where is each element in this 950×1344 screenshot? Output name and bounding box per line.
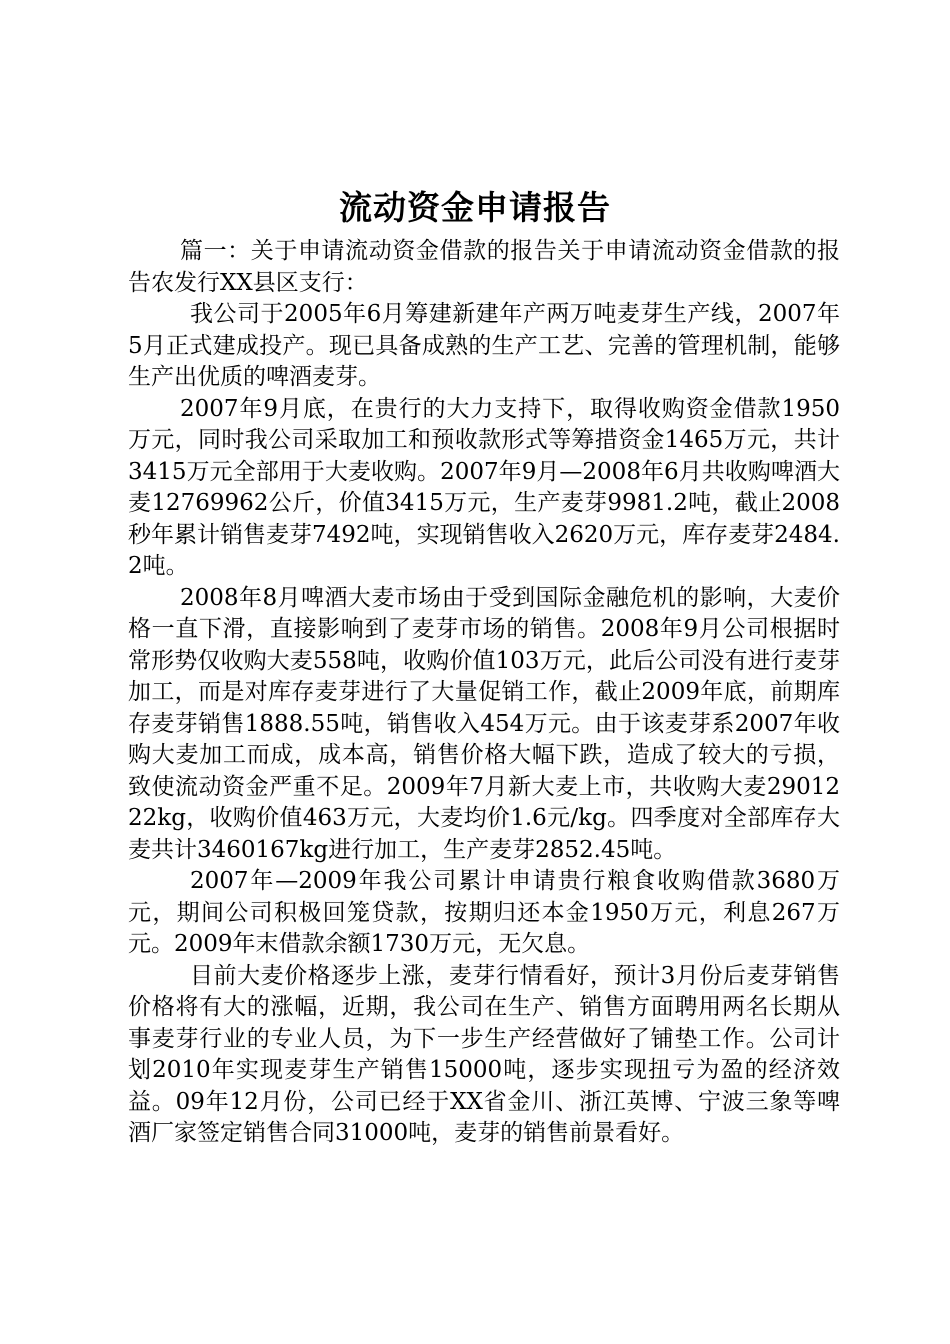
paragraph-intro: 篇一：关于申请流动资金借款的报告关于申请流动资金借款的报告农发行XX县区支行： (128, 238, 840, 296)
document-title: 流动资金申请报告 (339, 188, 611, 227)
paragraph-outlook: 目前大麦价格逐步上涨，麦芽行情看好，预计3月份后麦芽销售价格将有大的涨幅，近期，我公司在生产、销售方面聘用两名长期从事麦芽行业的专业人员，为下一步生产经营做好了铺垫工作。公司计划2010年实现麦芽生产销售15000吨，逐步实现扭亏为盈的经济效益。09年12月份，公司已经于XX省金川、浙江英博、宁波三象等啤酒厂家签定销售合同31000吨，麦芽的销售前景看好。 (128, 962, 840, 1146)
document-body (128, 236, 840, 1150)
paragraph-2007-funding: 2007年9月底，在贵行的大力支持下，取得收购资金借款1950万元，同时我公司采取加工和预收款形式等筹措资金1465万元，共计3415万元全部用于大麦收购。2007年9月—2008年6月共收购啤酒大麦12769962公斤，价值3415万元，生产麦芽9981.2吨，截止2008秒年累计销售麦芽7492吨，实现销售收入2620万元，库存麦芽2484.2吨。 (128, 395, 840, 579)
paragraph-2008-market: 2008年8月啤酒大麦市场由于受到国际金融危机的影响，大麦价格一直下滑，直接影响到了麦芽市场的销售。2008年9月公司根据时常形势仅收购大麦558吨，收购价值103万元，此后公司没有进行麦芽加工，而是对库存麦芽进行了大量促销工作，截止2009年底，前期库存麦芽销售1888.55吨，销售收入454万元。由于该麦芽系2007年收购大麦加工而成，成本高，销售价格大幅下跌，造成了较大的亏损，致使流动资金严重不足。2009年7月新大麦上市，共收购大麦2901222kg，收购价值463万元，大麦均价1.6元/kg。四季度对全部库存大麦共计3460167kg进行加工，生产麦芽2852.45吨。 (128, 584, 840, 863)
paragraph-company-background: 我公司于2005年6月筹建新建年产两万吨麦芽生产线，2007年5月正式建成投产。现已具备成熟的生产工艺、完善的管理机制，能够生产出优质的啤酒麦芽。 (128, 301, 840, 390)
paragraph-loan-summary: 2007年—2009年我公司累计申请贵行粮食收购借款3680万元，期间公司积极回笼贷款，按期归还本金1950万元，利息267万元。2009年末借款余额1730万元，无欠息。 (128, 868, 840, 957)
